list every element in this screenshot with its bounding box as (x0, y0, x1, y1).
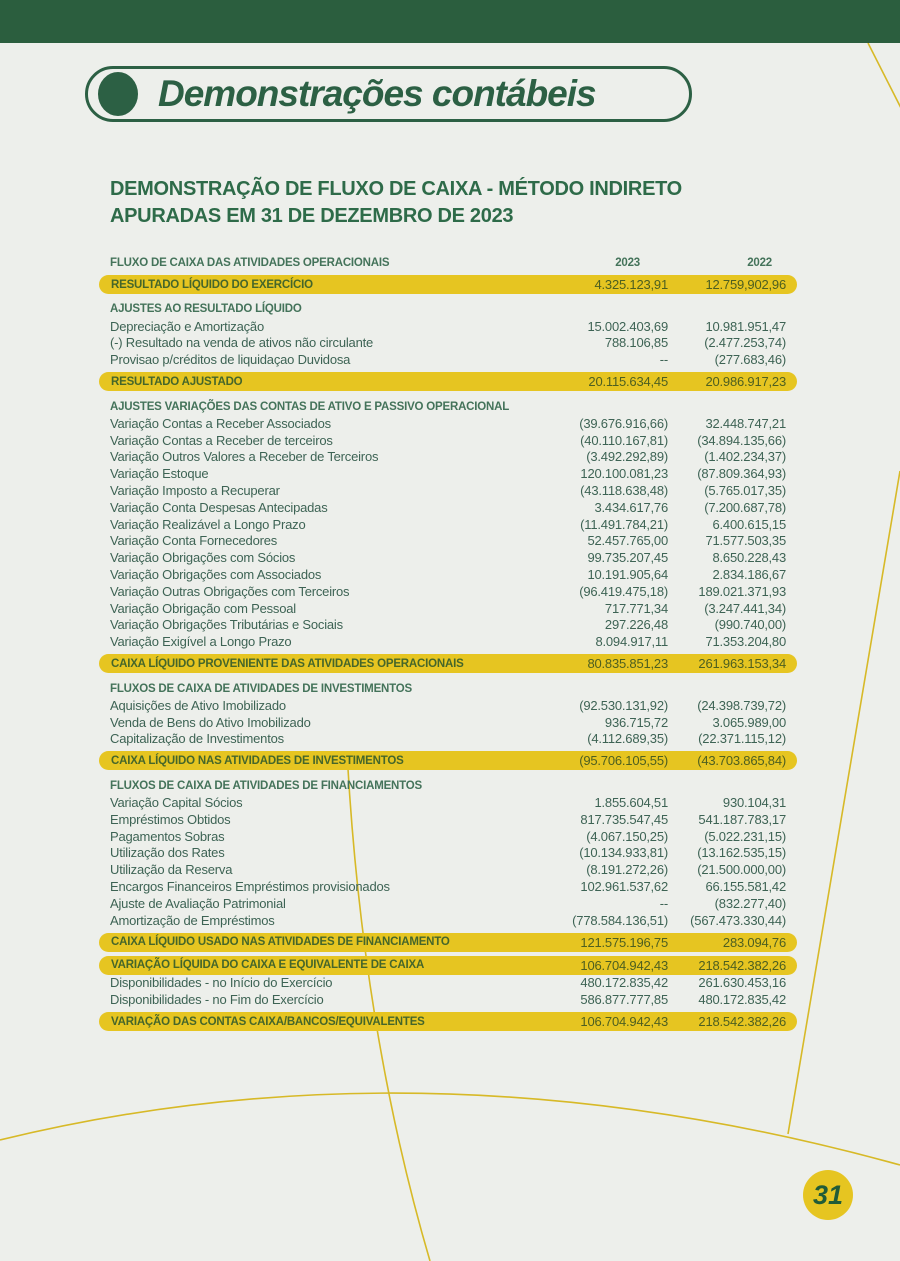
section-header-pill (85, 66, 692, 122)
row-label: RESULTADO AJUSTADO (111, 375, 243, 388)
value-2022: (990.740,00) (714, 617, 786, 633)
decorative-arc-bottom (0, 1093, 900, 1165)
value-2023: 480.172.835,42 (580, 975, 668, 991)
page-number-badge (803, 1170, 853, 1220)
table-total-row (99, 956, 797, 975)
table-item-row (110, 533, 786, 550)
value-2022: 261.630.453,16 (698, 975, 786, 991)
decorative-line-right-diagonal (788, 471, 900, 1134)
table-item-row (110, 861, 786, 878)
row-label: Encargos Financeiros Empréstimos provisionados (110, 879, 390, 894)
value-2023: (43.118.638,48) (580, 483, 668, 499)
row-label: Variação Obrigações com Sócios (110, 550, 296, 566)
table-total-row (99, 654, 797, 673)
value-2023: (4.112.689,35) (587, 731, 668, 747)
table-item-row (110, 335, 786, 352)
table-section-row (110, 777, 786, 794)
value-2022: 3.065.989,00 (712, 714, 786, 730)
row-label: (-) Resultado na venda de ativos não circulante (110, 335, 374, 351)
value-2023: 10.191.905,64 (587, 567, 668, 583)
table-item-row (110, 811, 786, 828)
value-2022: 218.542.382,26 (698, 1014, 786, 1030)
value-2022: 32.448.747,21 (705, 415, 786, 431)
table-item-row (110, 516, 786, 533)
value-2022: 10.981.951,47 (705, 318, 786, 334)
value-2023: (92.530.131,92) (579, 697, 668, 713)
table-item-row (110, 731, 786, 748)
value-2023: (10.134.933,81) (579, 845, 668, 861)
value-2023: (40.110.167,81) (580, 432, 668, 448)
table-header-row (110, 254, 786, 271)
value-2023: 106.704.942,43 (580, 1014, 668, 1030)
value-2022: (22.371.115,12) (698, 731, 786, 747)
value-2023: (4.067.150,25) (586, 828, 668, 844)
row-label: Aquisições de Ativo Imobilizado (110, 697, 286, 713)
row-label: Provisao p/créditos de liquidaçao Duvidosa (110, 352, 351, 368)
value-2022: (2.477.253,74) (704, 335, 786, 351)
table-item-row (110, 912, 786, 929)
value-2022: (1.402.234,37) (704, 449, 786, 465)
table-section-row (110, 301, 786, 318)
table-item-row (110, 600, 786, 617)
row-label: Disponibilidades - no Início do Exercício (110, 975, 333, 991)
value-2023: 102.961.537,62 (580, 879, 668, 894)
value-2022: (43.703.865,84) (697, 753, 786, 769)
row-label: CAIXA LÍQUIDO USADO NAS ATIVIDADES DE FINANCIAMENTO (111, 936, 450, 948)
value-2023: 8.094.917,11 (595, 634, 668, 650)
row-label: Variação Conta Fornecedores (110, 533, 278, 549)
value-2022: (87.809.364,93) (697, 466, 786, 482)
value-2023: (39.676.916,66) (579, 415, 668, 431)
value-2022: 12.759,902,96 (705, 277, 786, 292)
document-title-line1: DEMONSTRAÇÃO DE FLUXO DE CAIXA - MÉTODO INDIRETO (110, 178, 682, 200)
value-2022: (5.022.231,15) (704, 828, 786, 844)
value-2023: -- (659, 352, 668, 368)
value-2023: 99.735.207,45 (587, 550, 668, 566)
table-item-row (110, 991, 786, 1008)
table-item-row (110, 828, 786, 845)
row-label: Variação Conta Despesas Antecipadas (110, 499, 328, 515)
document-title (110, 176, 682, 230)
table-item-row (110, 432, 786, 449)
row-label: RESULTADO LÍQUIDO DO EXERCÍCIO (111, 278, 313, 291)
row-label: Variação Capital Sócios (110, 795, 243, 811)
value-2023: 120.100.081,23 (580, 466, 668, 482)
value-2023: (3.492.292,89) (586, 449, 668, 465)
table-item-row (110, 482, 786, 499)
top-green-band (0, 0, 900, 43)
table-item-row (110, 878, 786, 895)
value-2023: (96.419.475,18) (579, 583, 668, 599)
row-label: AJUSTES AO RESULTADO LÍQUIDO (110, 303, 302, 316)
table-item-row (110, 415, 786, 432)
value-2022: (13.162.535,15) (697, 845, 786, 861)
cashflow-table (110, 254, 786, 1031)
value-2023: 52.457.765,00 (587, 533, 668, 549)
value-2023: 817.735.547,45 (580, 811, 668, 827)
value-2022: (24.398.739,72) (697, 697, 786, 713)
value-2022: (7.200.687,78) (704, 499, 786, 515)
table-total-row (99, 751, 797, 770)
row-label: Variação Outros Valores a Receber de Terceiros (110, 449, 379, 465)
table-item-row (110, 633, 786, 650)
table-section-row (110, 398, 786, 415)
row-label: Variação Realizável a Longo Prazo (110, 516, 306, 532)
table-total-row (99, 1012, 797, 1031)
value-2022: 218.542.382,26 (698, 957, 786, 973)
value-2022: 8.650.228,43 (712, 550, 786, 566)
value-2022: (3.247.441,34) (704, 600, 786, 616)
value-2023: 80.835.851,23 (587, 656, 668, 672)
value-2023: 297.226,48 (604, 617, 668, 633)
row-label: AJUSTES VARIAÇÕES DAS CONTAS DE ATIVO E PASSIVO OPERACIONAL (110, 400, 510, 413)
value-2023: 936.715,72 (604, 714, 668, 730)
table-item-row (110, 895, 786, 912)
page-number: 31 (812, 1179, 844, 1210)
row-label: CAIXA LÍQUIDO PROVENIENTE DAS ATIVIDADES OPERACIONAIS (111, 657, 464, 670)
value-2022: 541.187.783,17 (698, 811, 786, 827)
table-item-row (110, 845, 786, 862)
value-2022: 66.155.581,42 (705, 879, 786, 894)
row-label: Variação Contas a Receber Associados (110, 415, 331, 431)
row-label: FLUXO DE CAIXA DAS ATIVIDADES OPERACIONAIS (110, 256, 390, 269)
row-label: CAIXA LÍQUIDO NAS ATIVIDADES DE INVESTIMENTOS (111, 754, 404, 767)
decorative-line-top-right (868, 43, 900, 110)
table-item-row (110, 975, 786, 992)
value-2023: (778.584.136,51) (572, 912, 668, 928)
value-2022: 71.577.503,35 (705, 533, 786, 549)
row-label: Capitalização de Investimentos (110, 731, 284, 747)
row-label: Variação Estoque (110, 466, 209, 482)
document-title-line2: APURADAS EM 31 DE DEZEMBRO DE 2023 (110, 205, 514, 227)
value-2022: (5.765.017,35) (704, 483, 786, 499)
value-2023: 121.575.196,75 (580, 934, 668, 950)
table-item-row (110, 617, 786, 634)
row-label: Utilização da Reserva (110, 862, 233, 878)
row-label: Variação Exigível a Longo Prazo (110, 634, 292, 650)
value-2023: 4.325.123,91 (594, 277, 668, 292)
table-section-row (110, 680, 786, 697)
value-2023: 717.771,34 (604, 600, 668, 616)
table-item-row (110, 449, 786, 466)
table-item-row (110, 318, 786, 335)
value-2022: 71.353.204,80 (705, 634, 786, 650)
row-label: Empréstimos Obtidos (110, 811, 231, 827)
row-label: Depreciação e Amortização (110, 318, 264, 334)
value-2023: 106.704.942,43 (580, 957, 668, 973)
table-item-row (110, 794, 786, 811)
row-label: Variação Obrigações Tributárias e Sociais (110, 617, 343, 633)
table-item-row (110, 566, 786, 583)
value-2023: 3.434.617,76 (594, 499, 668, 515)
row-label: FLUXOS DE CAIXA DE ATIVIDADES DE INVESTIMENTOS (110, 682, 412, 695)
row-label: Disponibilidades - no Fim do Exercício (110, 992, 324, 1008)
row-label: FLUXOS DE CAIXA DE ATIVIDADES DE FINANCIAMENTOS (110, 779, 422, 792)
row-label: Amortização de Empréstimos (110, 912, 275, 928)
value-2022: 6.400.615,15 (712, 516, 786, 532)
value-2022: 283.094,76 (722, 934, 786, 950)
row-label: Utilização dos Rates (110, 845, 225, 861)
table-total-row (99, 372, 797, 391)
value-2023: (8.191.272,26) (586, 862, 668, 878)
table-total-row (99, 933, 797, 952)
value-2022: 2022 (747, 256, 772, 269)
table-item-row (110, 465, 786, 482)
table-item-row (110, 549, 786, 566)
value-2023: 2023 (615, 256, 640, 269)
row-label: Variação Outras Obrigações com Terceiros (110, 583, 350, 599)
table-total-row (99, 275, 797, 294)
value-2022: 2.834.186,67 (712, 567, 786, 583)
value-2023: 15.002.403,69 (587, 318, 668, 334)
row-label: Venda de Bens do Ativo Imobilizado (110, 714, 311, 730)
value-2023: 20.115.634,45 (588, 374, 668, 390)
value-2023: (11.491.784,21) (580, 516, 668, 532)
table-item-row (110, 583, 786, 600)
row-label: Variação Imposto a Recuperar (110, 483, 280, 499)
table-item-row (110, 714, 786, 731)
row-label: Variação Obrigações com Associados (110, 567, 322, 583)
value-2022: 261.963.153,34 (698, 656, 786, 672)
row-label: VARIAÇÃO LÍQUIDA DO CAIXA E EQUIVALENTE DE CAIXA (111, 959, 425, 971)
row-label: Ajuste de Avaliação Patrimonial (110, 895, 286, 911)
table-item-row (110, 697, 786, 714)
row-label: Variação Obrigação com Pessoal (110, 600, 296, 616)
value-2023: 586.877.777,85 (580, 992, 668, 1008)
value-2023: 1.855.604,51 (594, 795, 668, 811)
value-2023: 788.106,85 (604, 335, 668, 351)
value-2022: 20.986.917,23 (705, 374, 786, 390)
value-2022: (21.500.000,00) (697, 862, 786, 878)
table-item-row (110, 499, 786, 516)
value-2022: 189.021.371,93 (698, 583, 786, 599)
value-2022: 480.172.835,42 (698, 992, 786, 1008)
section-header-title: Demonstrações contábeis (158, 73, 596, 114)
value-2022: (567.473.330,44) (690, 912, 786, 928)
value-2022: 930.104,31 (722, 795, 786, 811)
table-item-row (110, 351, 786, 368)
value-2022: (34.894.135,66) (697, 432, 786, 448)
value-2023: (95.706.105,55) (579, 753, 668, 769)
value-2022: (832.277,40) (714, 895, 786, 911)
row-label: Pagamentos Sobras (110, 828, 225, 844)
value-2022: (277.683,46) (714, 352, 786, 368)
row-label: VARIAÇÃO DAS CONTAS CAIXA/BANCOS/EQUIVALENTES (111, 1015, 425, 1028)
bullet-dot-icon (98, 72, 138, 116)
row-label: Variação Contas a Receber de terceiros (110, 432, 333, 448)
value-2023: -- (659, 895, 668, 911)
